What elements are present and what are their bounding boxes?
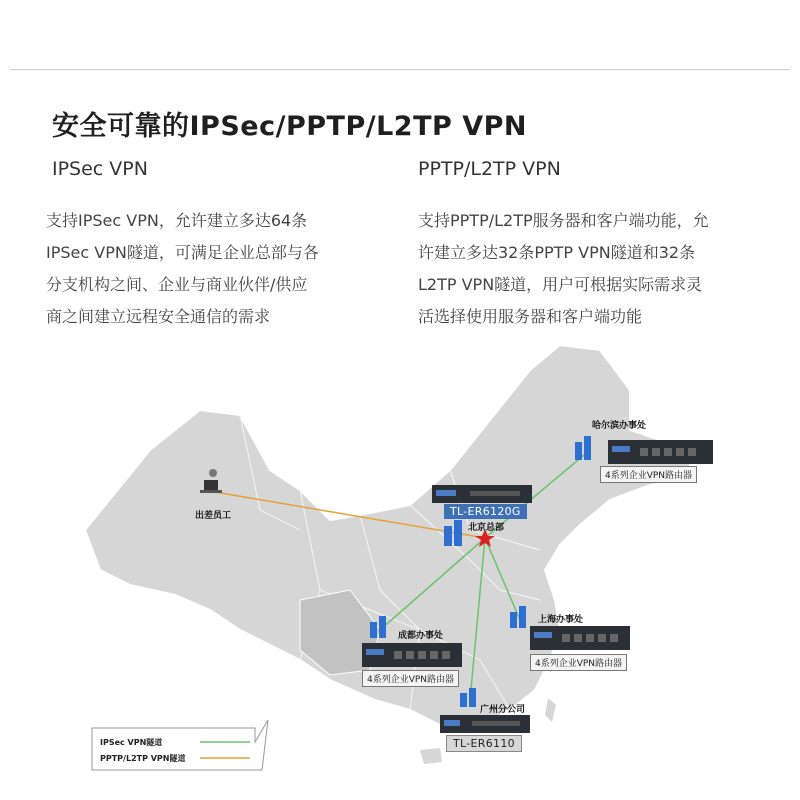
hq-label: 北京总部 [468,523,505,533]
router-hq [432,485,532,503]
pptp-description [418,205,778,333]
guangzhou-label: 广州分公司 [480,705,526,715]
ipsec-description [46,205,386,333]
ipsec-heading: IPSec VPN [52,158,148,180]
traveler-label: 出差员工 [195,511,232,521]
ipsec-line: 商之间建立远程安全通信的需求 [46,307,271,326]
pptp-line: 活选择使用服务器和客户端功能 [418,307,643,326]
pptp-line: 支持PPTP/L2TP服务器和客户端功能，允 [418,211,709,230]
taiwan-shape [545,698,556,722]
pptp-line: L2TP VPN隧道，用户可根据实际需求灵 [418,275,703,294]
router-harbin [608,440,713,464]
chengdu-router-caption: 4系列企业VPN路由器 [362,670,459,687]
router-chengdu [362,643,462,667]
pptp-line: 许建立多达32条PPTP VPN隧道和32条 [418,243,696,262]
ipsec-line: IPSec VPN隧道，可满足企业总部与各 [46,243,319,262]
harbin-router-caption: 4系列企业VPN路由器 [600,466,697,483]
ipsec-line: 分支机构之间、企业与商业伙伴/供应 [46,275,308,294]
page-title: 安全可靠的IPSec/PPTP/L2TP VPN [52,111,527,142]
chengdu-label: 成都办事处 [398,631,444,641]
legend-pptp-label: PPTP/L2TP VPN隧道 [100,754,186,763]
router-guangzhou [440,715,530,733]
ipsec-line: 支持IPSec VPN，允许建立多达64条 [46,211,308,230]
guangzhou-model-label: TL-ER6110 [446,735,522,752]
pptp-heading: PPTP/L2TP VPN [418,158,561,180]
shanghai-router-caption: 4系列企业VPN路由器 [530,654,627,671]
china-map-svg [0,330,800,800]
hq-model-label: TL-ER6120G [444,504,527,519]
hainan-shape [420,748,442,764]
legend-ipsec-label: IPSec VPN隧道 [100,738,163,747]
shanghai-label: 上海办事处 [538,615,584,625]
router-shanghai [530,626,630,650]
harbin-label: 哈尔滨办事处 [592,421,647,431]
top-divider [10,69,790,70]
network-map [0,330,800,800]
top-band [0,0,800,70]
